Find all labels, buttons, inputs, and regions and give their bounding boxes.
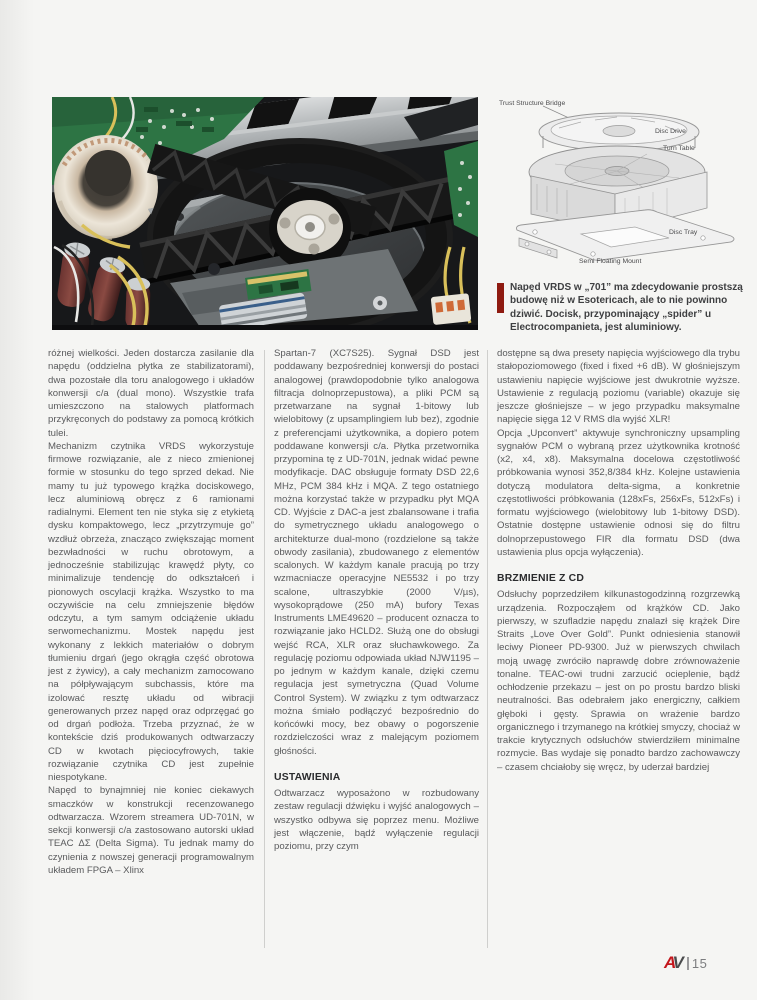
drive-photo-illustration bbox=[52, 97, 478, 330]
exploded-view-drawing bbox=[497, 92, 745, 276]
body-column-2 bbox=[274, 347, 479, 853]
column-rule-2 bbox=[487, 350, 488, 948]
paragraph: dostępne są dwa presety napięcia wyjściowego dla trybu stałopoziomowego (fixed i fixed +6 dB). W głośniejszym ustawieniu napięcie wyjściowe jest dwukrotnie wyższe. Ustawienie z regulacją poziomu (variable) okazuje się jeszcze głośniejsze – w jego przypadku maksymalne napięcie sięga 12 V RMS dla wyjść XLR! bbox=[497, 348, 740, 426]
diagram-label-bridge: Trust Structure Bridge bbox=[499, 100, 566, 107]
footer-separator bbox=[687, 957, 689, 970]
diagram-label-turn-table: Turn Table bbox=[663, 145, 695, 152]
caption-accent-bar bbox=[497, 283, 504, 313]
paragraph: Spartan-7 (XC7S25). Sygnał DSD jest poddawany bezpośredniej konwersji do postaci analogowej (prawdopodobnie tylko analogowa filtracja dolnoprzepustowa), a pliki PCM są przetwarzane na sygnał 1-bitowy lub wielobitowy (z upsamplingiem lub bez), zgodnie z preferencjami użytkownika, a dopiero potem poddawane konwersji c/a. Płytka przetwornika przypomina tę z UD-701N, jednak widać pewne modyfikacje. DAC obsługuje formaty DSD 22,6 MHz, PCM 384 kHz i MQA. Z tego ostatniego można korzystać także w przypadku płyt MQA CD. Wyjście z DAC-a jest zbalansowane i trafia do symetrycznego układu analogowego o architekturze dual-mono (rozdzielone są także obwody zasilania), zbudowanego z elementów scalonych. W każdym kanale pracują po trzy wzmacniacze operacyjne NE5532 i po trzy scalone, ultraszybkie (2000 V/µs), wysokoprądowe (250 mA) bufory Texas Instruments LME49620 – producent oznacza to rozwiązanie jako HCLD2. Służą one do obsługi wejść RCA, XLR oraz słuchawkowego. Za regulację poziomu odpowiada układ NJW1195 – po jednym w każdym kanale, dzięki czemu regulacja jest symetryczna (Quad Volume Control System). W związku z tym odtwarzacz można śmiało podłączyć bezpośrednio do końcówki mocy, bez obawy o pogorszenie rozdzielczości wraz z malejącym poziomem głośności. bbox=[274, 348, 479, 757]
vrds-drive-photo bbox=[52, 97, 478, 330]
logo-letter-v: V bbox=[672, 953, 682, 972]
paragraph: Mechanizm czytnika VRDS wykorzystuje firmowe rozwiązanie, ale z nieco zmienionej formie w stosunku do tego sprzed dekad. Nie mamy tu już typowego krążka dociskowego, lecz aluminiową obręcz z 6 ramionami radialnymi. Element ten nie styka się z etykietą dysku kompaktowego, lecz „przytrzymuje go” wzdłuż obrzeża, znacząco zwiększając moment bezwładności w ruchu obrotowym, a jednocześnie stabilizując krawędź płyty, co minimalizuje tendencję do odkształceń i pionowych oscylacji krążka. Wszystko to ma oczywiście na celu zmniejszenie błędów odczytu, a tym samym odciążenie układu serwomechanizmu. Mostek napędu jest wykonany z lekkich materiałów o dobrym tłumieniu drgań (jego okrągła część obrotowa jest z żywicy), a cały mechanizm zamocowano na półpływającym subchassis, które ma izolować resztę układu od wibracji generowanych przez napęd oraz odprzęgać go od drgań podłoża. Trzeba przyznać, że w kontekście dziś produkowanych odtwarzaczy CD w kwotach pięciocyfrowych, takie rozwiązanie czytnika CD jest zupełnie niespotykane. bbox=[48, 440, 254, 783]
paragraph: Odtwarzacz wyposażono w rozbudowany zestaw regulacji dźwięku i wyjść analogowych – wszystko odbywa się poprzez menu. Możliwe jest włączenie, bądź wyłączenie regulacji poziomu, przy czym bbox=[274, 788, 479, 852]
av-magazine-logo bbox=[664, 954, 681, 972]
body-column-1 bbox=[48, 347, 254, 877]
diagram-label-disc-tray: Disc Tray bbox=[669, 229, 698, 236]
white-connector bbox=[431, 293, 472, 325]
photo-caption bbox=[497, 281, 749, 335]
paragraph: różnej wielkości. Jeden dostarcza zasilanie dla napędu (oddzielna płytka ze stabilizatorami), dwa pozostałe dla toru analogowego i układów konwersji c/a (dual mono). Wszystkie trafa umieszczono na stalowych platformach przykręconych do podstawy za pomocą krótkich tulei. bbox=[48, 348, 254, 439]
diagram-label-disc-drive: Disc Drive bbox=[655, 128, 686, 135]
section-heading-brzmienie-z-cd: BRZMIENIE Z CD bbox=[497, 573, 585, 584]
paragraph: Napęd to bynajmniej nie koniec ciekawych smaczków w konstrukcji recenzowanego odtwarzacza. Wzorem streamera UD-701N, w sekcji konwersji c/a zastosowano autorski układ TEAC ΔΣ (Delta Sigma). Tu jednak mamy do czynienia z nowszej generacji programowalnym układem FPGA – Xlinx bbox=[48, 785, 254, 876]
paragraph: Opcja „Upconvert” aktywuje synchroniczny upsampling sygnałów PCM o wybraną przez użytkownika krotność (x2, x4, x8). Maksymalna docelowa częstotliwość próbkowania wynosi 352,8/384 kHz. Kolejne ustawienia dotyczą modulatora delta-sigma, a konkretnie częstotliwości próbkowania (128xFs, 256xFs, 512xFs) i formatu wyjściowego (wielobitowy lub 1-bitowy DSD). Ostatnie dostępne ustawienie odnosi się do filtru dolnoprzepustowego FIR dla formatu DSD (dwa ustawienia plus opcja wyłączenia). bbox=[497, 427, 740, 558]
page-number: 15 bbox=[691, 956, 708, 971]
logo-letter-a: A bbox=[664, 953, 673, 972]
paragraph: Odsłuchy poprzedziłem kilkunastogodzinną rozgrzewką urządzenia. Rozpocząłem od krążków CD. Jako pierwszy, w szufladzie napędu znalazł się krążek Dire Straits „Love Over Gold”. Punkt odniesienia stanowił leciwy Pioneer PD-9300. Już w pierwszych chwilach moją uwagę zwróciło naprawdę dobre zrównoważenie tonalne. TEAC-owi trudni zarzucić ocieplenie, bądź ochłodzenie przekazu – jest on po prostu bardzo bliski neutralności. Bas odebrałem jako energiczny, całkiem głęboki i gęsty. Sprawia on wrażenie bardzo organicznego i trzymanego na krótkiej smyczy, chociaż w trakcie krytycznych odsłuchów stwierdziłem minimalne rozmycie. Bas wydaje się ponadto bardzo zachowawczy – czasem chciałoby się wręcz, by uderzał bardziej bbox=[497, 589, 740, 773]
page-footer bbox=[664, 954, 707, 972]
body-column-3 bbox=[497, 347, 740, 774]
scan-edge-shade bbox=[0, 0, 34, 1000]
caption-text: Napęd VRDS w „701” ma zdecydowanie prostszą budowę niż w Esotericach, ale to nie powinno dziwić. Docisk, przypominający „spider” u Electrocompanieta, jest aluminiowy. bbox=[510, 282, 743, 334]
column-rule-1 bbox=[264, 350, 265, 948]
section-heading-ustawienia: USTAWIENIA bbox=[274, 771, 341, 783]
vrds-exploded-diagram bbox=[497, 92, 745, 276]
diagram-label-semi-floating-mount: Semi Floating Mount bbox=[579, 258, 642, 265]
